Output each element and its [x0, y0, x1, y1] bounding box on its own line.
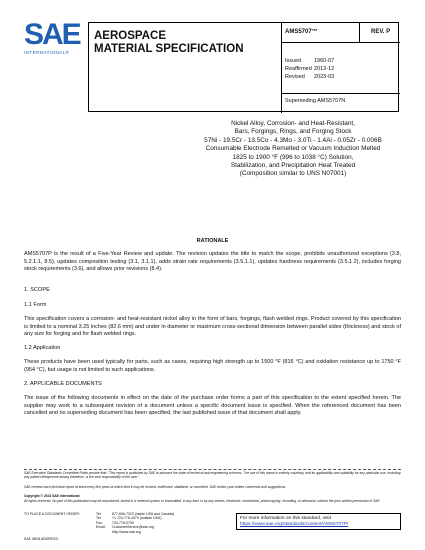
standard-url-link[interactable]: https://www.sae.org/standards/content/AMS5707P/ — [240, 522, 349, 527]
order-key — [96, 530, 112, 534]
section-1-1-text: This specification covers a corrosion- and heat-resistant nickel alloy in the form of bars, forgings, flash welded rings. Product covered by this specification is limited to a nominal 3.25 inches (82.6 mm) and under in diameter or maximum cross-sectional dimension between parallel sides (thickness) and stock of any size for forging and for flash welded rings. — [24, 316, 401, 338]
spec-number: AMS5707™ — [285, 29, 318, 35]
web-address-label: SAE WEB ADDRESS: — [24, 537, 59, 541]
technical-policy-note: SAE Executive Standards Committee Rules provide that: "This report is published by SAE to advance the state of technical and engineering sciences. The use of this report is entirely voluntary, and its applicability and suitability for any particular use, including any patent infringement arising therefrom, is the sole responsibility of the user." — [24, 471, 401, 480]
order-contact-table — [24, 512, 174, 534]
order-email-link[interactable]: CustomerService@sae.org — [112, 525, 155, 530]
footer-divider — [24, 469, 401, 470]
rationale-text: AMS5707P is the result of a Five-Year Review and update. The revision updates the title to match the scope, prohibits unauthorized exceptions (3.8, 5.2.1.1, 8.5), updates composition testing (3.1, 3.1.1), adds strain rate requirements (3.5.1.1), updates hardness requirements (3.5.1.2), includes forging stock requirements (3.6), and allows prior revisions (8.4). — [24, 251, 401, 273]
order-website-link[interactable]: http://www.sae.org — [112, 529, 141, 534]
sae-logo-mark: SAE — [24, 18, 80, 51]
date-row — [285, 73, 334, 81]
sae-logo-subtitle: INTERNATIONAL® — [24, 50, 70, 55]
section-1-1-heading: 1.1 Form — [24, 302, 47, 308]
subtitle-line: Bars, Forgings, Rings, and Forging Stock — [234, 128, 352, 136]
date-value: 2023-03 — [314, 74, 335, 80]
subtitle-line: Consumable Electrode Remelted or Vacuum Induction Melted — [205, 145, 381, 153]
order-key: Tel: — [96, 516, 102, 521]
date-label: Issued — [285, 58, 302, 64]
date-row — [285, 65, 334, 73]
feedback-label: For more information on this standard, visit — [240, 516, 331, 521]
copyright-note: Copyright © 2023 SAE International — [24, 494, 80, 498]
document-type-title — [94, 30, 244, 56]
subtitle-line: (Composition similar to UNS N07001) — [239, 170, 347, 178]
date-value: 2013-12 — [314, 66, 335, 72]
order-key: Fax: — [96, 520, 103, 525]
order-value: 724-776-0790 — [112, 520, 134, 525]
material-subtitle — [186, 120, 400, 179]
feedback-box — [236, 513, 401, 530]
date-value: 1960-07 — [314, 58, 335, 64]
rights-note: All rights reserved. No part of this publication may be reproduced, stored in a retrieval system or transmitted, in any form or by any means, electronic, mechanical, photocopying, recording, or otherwise, without the prior written permission of SAE. — [24, 499, 381, 503]
section-2-text: The issue of the following documents in effect on the date of the purchase order forms a part of this specification to the extent specified herein. The supplier may work to a subsequent revision of a document unless a specific document issue is specified. When the referenced document has been cancelled and no superseding document has been specified, the last published issue of that document shall apply. — [24, 395, 401, 417]
date-row — [285, 57, 334, 65]
order-value: +1 724-776-4970 (outside USA) — [112, 516, 162, 521]
superseding-note: Superseding AMS5707N — [285, 98, 346, 104]
order-value: 877-606-7323 (inside USA and Canada) — [112, 512, 175, 516]
section-1-heading: 1. SCOPE — [24, 287, 50, 293]
section-1-2-text: These products have been used typically for parts, such as cases, requiring high strength up to 1500 °F (816 °C) and oxidation resistance up to 1750 °F (954 °C), but usage is not limited to such applications. — [24, 359, 401, 373]
subtitle-line: Nickel Alloy, Corrosion- and Heat-Resistant, — [231, 120, 355, 127]
order-key[interactable]: Email: — [96, 525, 106, 530]
section-2-heading: 2. APPLICABLE DOCUMENTS — [24, 381, 102, 387]
date-label: Revised — [285, 74, 305, 80]
subtitle-line: Stabilization, and Precipitation Heat Treated — [230, 162, 356, 170]
date-table — [285, 57, 334, 81]
subtitle-line: 57Ni - 19.5Cr - 13.5Co - 4.3Mo - 3.0Ti - 1.4Al - 0.05Zr - 0.006B — [204, 136, 382, 144]
order-key: Tel: — [96, 512, 102, 516]
header-box — [88, 22, 399, 112]
title-line-2: MATERIAL SPECIFICATION — [94, 43, 244, 55]
subtitle-line: 1825 to 1900 °F (996 to 1038 °C) Solution, — [232, 153, 354, 161]
sae-logo — [24, 18, 84, 55]
date-label: Reaffirmed — [285, 66, 312, 72]
order-row — [24, 530, 174, 534]
rationale-heading: RATIONALE — [196, 238, 229, 244]
order-label: TO PLACE A DOCUMENT ORDER: — [24, 512, 80, 516]
section-1-2-heading: 1.2 Application — [24, 345, 61, 351]
revision: REV. P — [371, 29, 391, 35]
review-note: SAE reviews each technical report at least every five years at which time it may be revised, reaffirmed, stabilized, or cancelled. SAE invites your written comments and suggestions. — [24, 485, 287, 489]
title-line-1: AEROSPACE — [94, 30, 166, 42]
